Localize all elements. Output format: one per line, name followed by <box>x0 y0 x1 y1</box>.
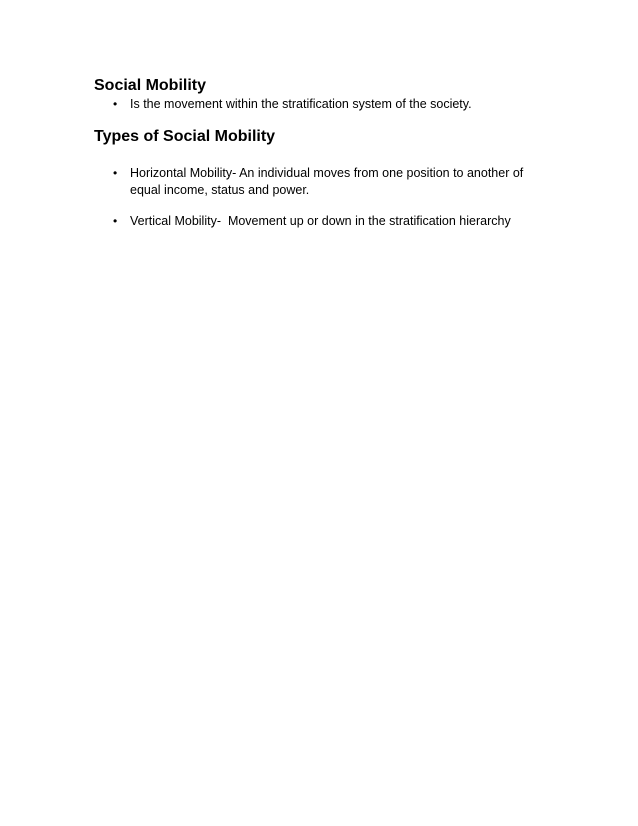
section-social-mobility <box>94 76 544 113</box>
section-types-of-social-mobility <box>94 127 544 230</box>
bullet-list <box>94 165 544 230</box>
bullet-list <box>94 96 544 113</box>
list-item <box>94 96 544 113</box>
bullet-icon: • <box>113 214 118 228</box>
list-item-text: Horizontal Mobility- An individual moves from one position to another of equal income, status and power. <box>130 166 524 197</box>
list-item <box>94 165 544 199</box>
list-item <box>94 213 544 230</box>
bullet-icon: • <box>113 97 118 111</box>
bullet-icon: • <box>113 166 118 180</box>
section-heading: Social Mobility <box>94 77 207 94</box>
list-item-text: Vertical Mobility- Movement up or down in the stratification hierarchy <box>130 214 511 228</box>
list-item-text: Is the movement within the stratification system of the society. <box>130 97 472 111</box>
section-heading: Types of Social Mobility <box>94 128 276 145</box>
